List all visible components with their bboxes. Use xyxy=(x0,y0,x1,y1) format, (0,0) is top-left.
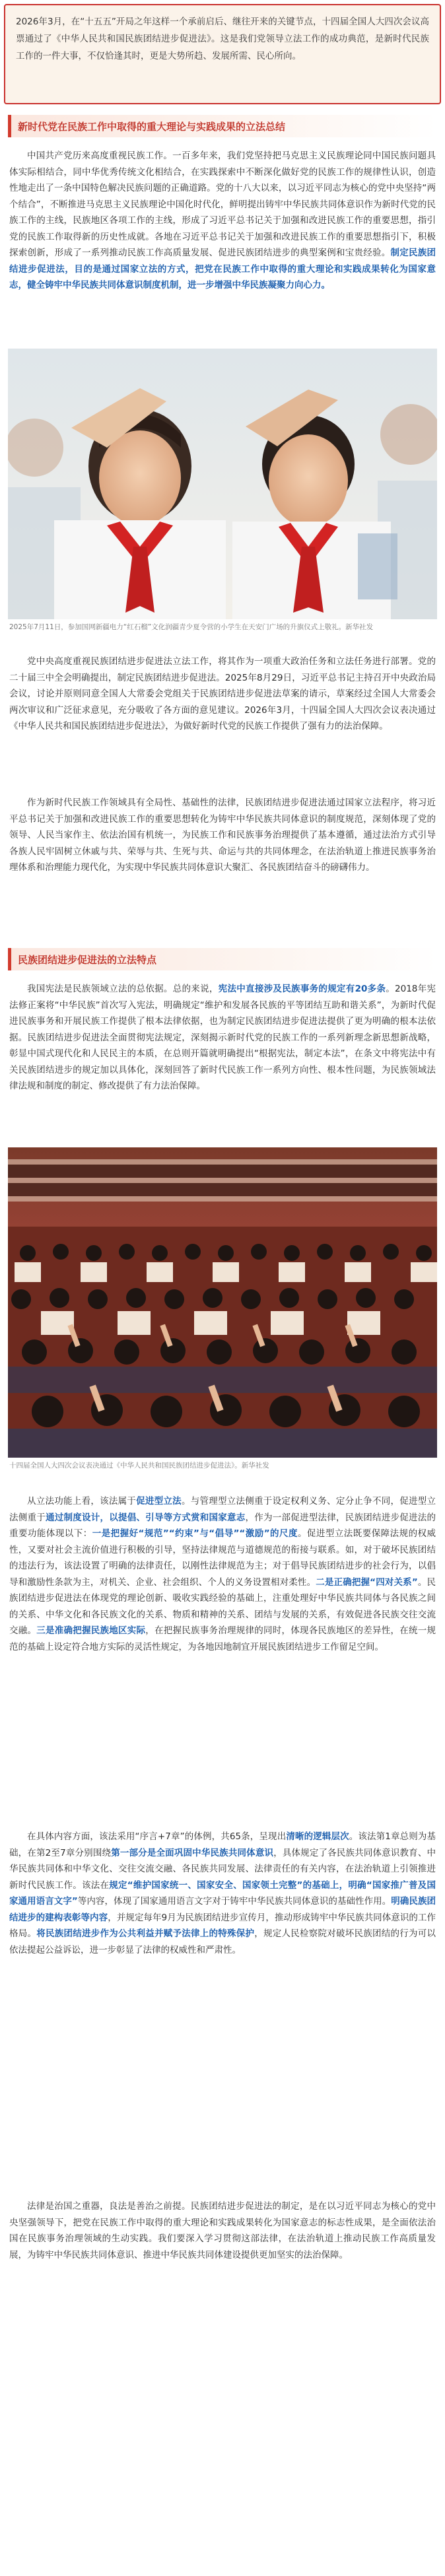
s3p1-text-d: 等内容，体现了国家通用语言文字对于铸牢中华民族共同体意识的基础性作用。 xyxy=(77,1896,392,1907)
photo-children-saluting xyxy=(8,349,437,619)
s3p1-emphasis-part-one: 第一部分是全面巩固中华民族共同体意识 xyxy=(111,1847,274,1858)
section2-paragraph-2 xyxy=(9,1493,436,1817)
section-heading-1-text: 新时代党在民族工作中取得的重大理论与实践成果的立法总结 xyxy=(18,120,286,133)
section2-paragraph-1 xyxy=(9,981,436,1135)
children-saluting-image xyxy=(8,349,437,619)
section1-paragraph-2: 党中央高度重视民族团结进步促进法立法工作，将其作为一项重大政治任务和立法任务进行部署。党的二十届三中全会明确提出，制定民族团结进步促进法。2025年8月29日，习近平总书记主持召开中央政治局会议，讨论并原则同意全国人大常委会党组关于民族团结进步促进法草案的请示，草案经过全国人大常委会两次审议和广泛征求意见，充分吸收了各方面的意见建议。2026年3月，十四届全国人大四次会议表决通过《中华人民共和国民族团结进步促进法》，为做好新时代党的民族工作提供了强有力的法治保障。 xyxy=(9,656,436,731)
s3p1-text-e: ，并规定每年9月为民族团结进步宣传月，推动形成铸牢中华民族共同体意识的工作格局。 xyxy=(9,1912,436,1939)
s2p2-emphasis-point-two: 二是正确把握“四对关系” xyxy=(316,1576,418,1588)
section-heading-1 xyxy=(8,115,437,137)
s2p2-emphasis-point-one: 一是把握好“规范”“约束”与“倡导”“激励”的尺度 xyxy=(92,1528,298,1539)
s2p2-text-e: 。民族团结进步促进法在体现党的理论创新、吸收实践经验的基础上，注重处理好中华民族共同体与各民族之间的关系、中华文化和各民族文化的关系、物质和精神的关系、团结与发展的关系，有效促进各民族交往交流交融。 xyxy=(9,1576,436,1636)
s2p2-text-f: ，在把握民族事务治理规律的同时，体现各民族地区的差异性，在统一规范的基础上设定符合地方实际的灵活性规定，为各地因地制宜开展民族团结进步工作留足空间。 xyxy=(9,1625,436,1652)
s3p1-text-c: ，具体规定了各民族共同体意识教育、中华民族共同体和中华文化、交往交流交融、各民族共同发展、法律责任的有关内容，在法治轨道上引领推进新时代民族工作。该法在 xyxy=(9,1847,436,1891)
photo-2-caption: 十四届全国人大四次会议表决通过《中华人民共和国民族团结进步促进法》。新华社发 xyxy=(9,1462,269,1470)
s2p2-text-a: 从立法功能上看，该法属于 xyxy=(27,1496,137,1507)
photo-npc-session xyxy=(8,1147,437,1458)
s2p2-text-d: 。促进型立法既要保障法规的权威性，又要对社会主流价值进行积极的引导，坚持法律规范与道德规范的衔接与联系。如，对于破坏民族团结的违法行为，该法设置了明确的法律责任，以刚性法律规范为主；对于倡导民族团结进步的社会行为，以倡导和激励性条款为主，对机关、企业、社会组织、个人的义务设置相对柔性。 xyxy=(9,1528,436,1588)
section-heading-2 xyxy=(8,948,437,970)
s3p1-emphasis-commendation: 明确民族团结进步的建构表彰等内容 xyxy=(9,1896,436,1923)
section2-emphasis-constitution: 宪法中直接涉及民族事务的规定有20多条 xyxy=(218,984,386,994)
s3p1-emphasis-national-language: 规定“维护国家统一、国家安全、国家领土完整”的基础上，明确“国家推广普及国家通用语言文字” xyxy=(9,1880,436,1907)
section1-paragraph-1-text: 中国共产党历来高度重视民族工作。一百多年来，我们党坚持把马克思主义民族理论同中国民族问题具体实际相结合，同中华优秀传统文化相结合，在实践探索中不断深化做好党的民族工作的规律性认识，创造性地走出了一条中国特色解决民族问题的正确道路。党的十八大以来，以习近平同志为核心的党中央坚持“两个结合”，不断推进马克思主义民族理论中国化时代化，鲜明提出铸牢中华民族共同体意识作为新时代党的民族工作的主线，民族地区各项工作的主线，形成了习近平总书记关于加强和改进民族工作的重要思想，指引党的民族工作取得新的历史性成就。各地在习近平总书记关于加强和改进民族工作的重要思想指引下，积极探索创新，形成了一系列推动民族工作高质量发展、促进民族团结进步的典型案例和宝贵经验。 xyxy=(9,151,436,258)
section2-paragraph-1-text-a: 我国宪法是民族领域立法的总依据。总的来说， xyxy=(27,984,219,994)
section3-paragraph-1 xyxy=(9,1829,436,2185)
s2p2-emphasis-system-design: 通过制度设计，以提倡、引导等方式赏和国家意志 xyxy=(46,1512,246,1523)
s3p1-text-f: ，规定人民检察院对破坏民族团结的行为可以依法提起公益诉讼，进一步彰显了法律的权威性和严肃性。 xyxy=(9,1928,436,1955)
s2p2-text-c: ，作为一部促进型法律，民族团结进步促进法的重要功能体现以下： xyxy=(9,1512,436,1539)
section1-highlight: 制定民族团结进步促进法，目的是通过国家立法的方式，把党在民族工作中取得的重大理论和实践成果转化为国家意志，健全铸牢中华民族共同体意识制度机制，进一步增强中华民族凝聚力向心力。 xyxy=(9,248,436,290)
s3p1-text-a: 在具体内容方面，该法采用“序言+7章”的体例，共65条，呈现出 xyxy=(27,1831,287,1842)
section1-paragraph-3: 作为新时代民族工作领域具有全局性、基础性的法律，民族团结进步促进法通过国家立法程序，将习近平总书记关于加强和改进民族工作的重要思想转化为铸牢中华民族共同体意识的制度规范，深刻体现了党的领导、人民当家作主、依法治国有机统一，为民族工作和民族事务治理提供了基本遵循，通过法治方式引导各族人民牢固树立休戚与共、荣辱与共、生死与共、命运与共的共同体理念，在法治轨道上推进民族事务治理体系和治理能力现代化，为实现中华民族共同体意识大聚汇、各民族团结奋斗的磅礴伟力。 xyxy=(9,797,436,873)
section2-paragraph-1-text-b: 。2018年宪法修正案将“中华民族”首次写入宪法，明确规定“维护和发展各民族的平等团结互助和谐关系”，为新时代促进民族事务和开展民族工作提供了根本法律依据，也为制定民族团结进步促进法提供了更为明确的根本法依据。民族团结进步促进法全面贯彻宪法规定，深刻揭示新时代党的民族工作的一系列新理念新思想新战略，彰显中国式现代化和人民民主的本质，在总则开篇就明确提出“根据宪法，制定本法”，在条文中将宪法中有关民族团结进步的规定加以具体化，深刻回答了新时代民族工作一系列方向性、根本性问题，为民族领域法律法规和制度的制定、修改提供了有力法治保障。 xyxy=(9,984,436,1091)
s2p2-emphasis-promotion-law: 促进型立法 xyxy=(136,1496,182,1507)
intro-box xyxy=(4,4,441,104)
intro-text: 2026年3月，在“十五五”开局之年这样一个承前启后、继往开来的关键节点，十四届全国人大四次会议高票通过了《中华人民共和国民族团结进步促进法》。这是我们党领导立法工作的成功典范，是新时代民族工作的一件大事，不仅恰逢其时，更是大势所趋、发展所需、民心所向。 xyxy=(16,17,429,61)
photo-1-caption: 2025年7月11日，参加国网新疆电力“红石榴”文化润疆青少夏令营的小学生在天安门广场的升旗仪式上敬礼。新华社发 xyxy=(9,623,374,631)
s3p1-emphasis-logic: 清晰的逻辑层次 xyxy=(286,1831,349,1842)
section-heading-2-text: 民族团结进步促进法的立法特点 xyxy=(18,953,157,966)
section3-paragraph-2: 法律是治国之重器，良法是善治之前提。民族团结进步促进法的制定，是在以习近平同志为核心的党中央坚强领导下，把党在民族工作中取得的重大理论和实践成果转化为国家意志的标志性成果，是全面依法治国在民族事务治理领域的生动实践。我们要深入学习贯彻这部法律，在法治轨道上推动民族工作高质量发展，为铸牢中华民族共同体意识、推进中华民族共同体建设提供更加坚实的法治保障。 xyxy=(9,2201,436,2260)
s3p1-text-b: 。该法第1章总则为基础，在第2至7章分别围绕 xyxy=(9,1831,436,1858)
s2p2-text-b: 。与管理型立法侧重于设定权利义务、定分止争不同，促进型立法侧重于 xyxy=(9,1496,436,1523)
s2p2-emphasis-point-three: 三是准确把握民族地区实际 xyxy=(36,1625,146,1636)
npc-hall-image xyxy=(8,1147,437,1458)
section1-paragraph-1 xyxy=(9,148,436,339)
s3p1-emphasis-public-interest: 将民族团结进步作为公共利益并赋予法律上的特殊保护 xyxy=(36,1928,255,1939)
